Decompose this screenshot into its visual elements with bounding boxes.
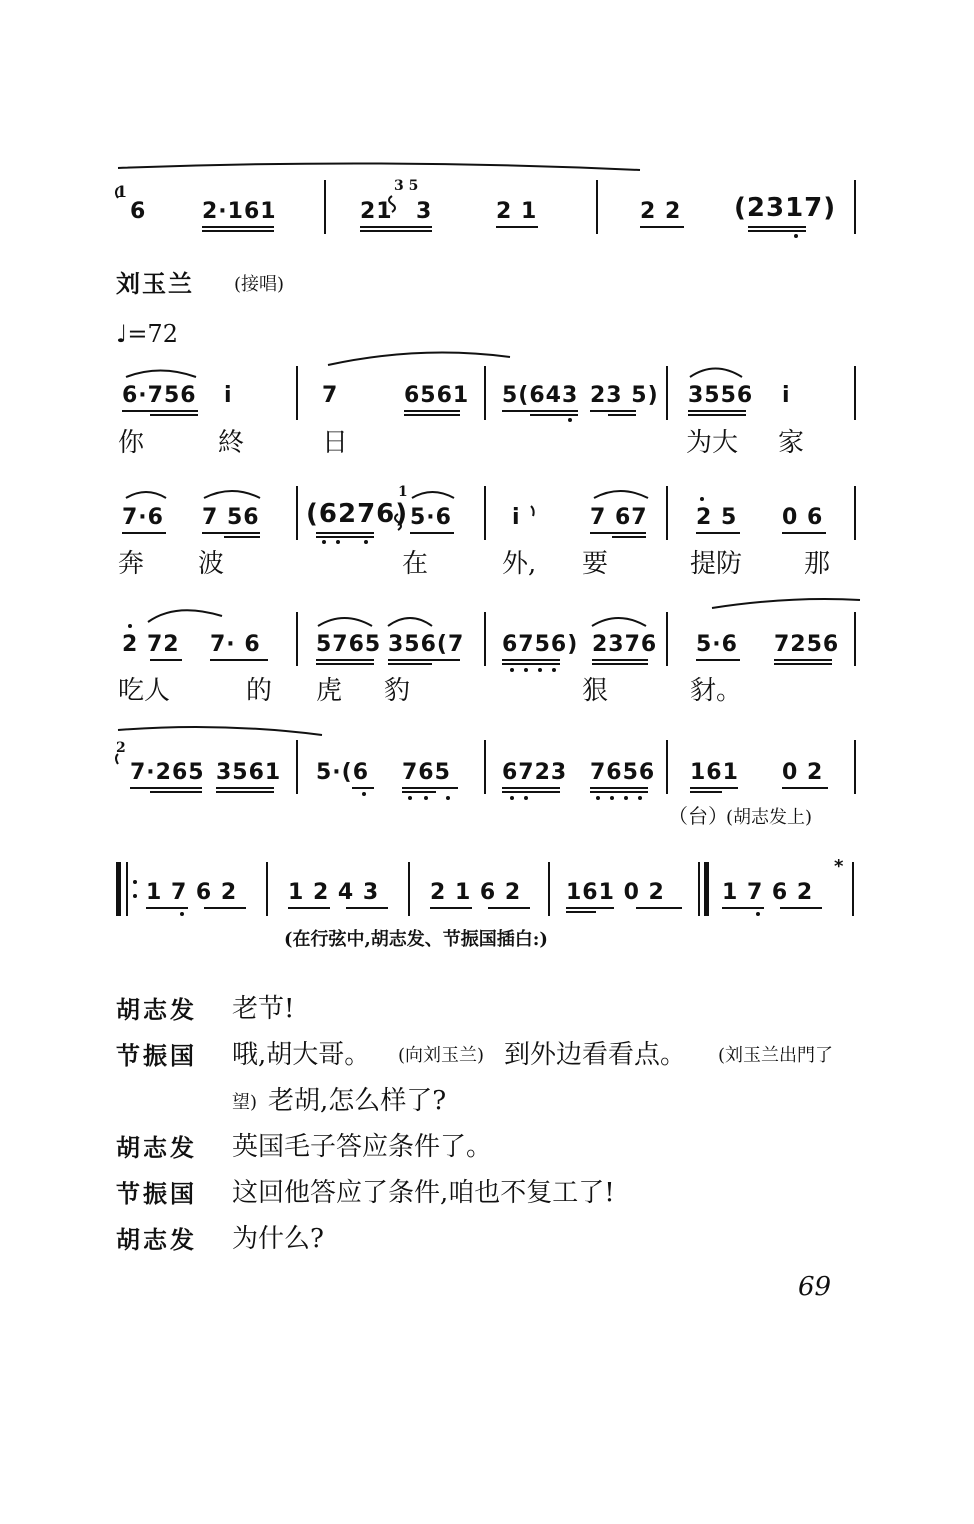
note-group: 0 6 (782, 505, 824, 530)
low-dot (424, 796, 428, 800)
note-group: 765 (402, 760, 451, 785)
low-dot (322, 540, 326, 544)
note-group: 6·756 (122, 383, 197, 408)
note-group: 2376 (592, 632, 658, 657)
note-group: 7656 (590, 760, 656, 785)
note-group: 1 7 6 2 (146, 880, 238, 905)
underline (430, 907, 472, 909)
underline (150, 414, 198, 416)
low-dot (510, 668, 514, 672)
note-group: 6756) (502, 632, 579, 657)
underline (150, 791, 202, 793)
underline (410, 532, 454, 534)
low-dot (524, 668, 528, 672)
note-group: 356(7 (388, 632, 465, 657)
underline (608, 414, 636, 416)
underline (780, 907, 822, 909)
dialogue-line: 英国毛子答应条件了。 (232, 1132, 493, 1162)
barline (854, 740, 856, 794)
lyric: 要 (582, 549, 609, 579)
underline (402, 791, 436, 793)
underline (688, 410, 746, 412)
lyric: 那 (804, 549, 831, 579)
underline (404, 414, 460, 416)
note-group: 161 0 2 (566, 880, 665, 905)
underline (122, 532, 166, 534)
barline (666, 366, 668, 420)
barline (548, 862, 550, 916)
lyric: 为大 (686, 428, 739, 458)
barline (854, 486, 856, 540)
note-group: 3561 (216, 760, 282, 785)
lyric: 奔 (118, 549, 145, 579)
barline (666, 486, 668, 540)
dialogue-line: 为什么? (232, 1224, 324, 1254)
barline (324, 180, 326, 234)
underline (590, 532, 646, 534)
grace-note: 3 5 (394, 178, 419, 194)
dialogue-line: 到外边看看点。 (504, 1040, 687, 1070)
page-number: 69 (798, 1272, 832, 1302)
underline (316, 536, 374, 538)
underline (224, 536, 260, 538)
dialogue-line: 哦,胡大哥。 (232, 1040, 371, 1070)
note: 7 (322, 383, 339, 408)
note-group: 0 2 (782, 760, 824, 785)
underline (530, 414, 578, 416)
barline (408, 862, 410, 916)
underline (210, 659, 268, 661)
high-dot (700, 497, 704, 501)
underline (388, 663, 432, 665)
note-group: 2 2 (640, 199, 682, 224)
underline (566, 911, 596, 913)
low-dot (638, 796, 642, 800)
underline (722, 907, 764, 909)
low-dot (180, 912, 184, 916)
note-group: 7256 (774, 632, 840, 657)
tempo-marking: ♩=72 (116, 320, 178, 348)
note: 3 (416, 199, 433, 224)
underline (748, 226, 806, 228)
stage-direction: 望) (232, 1092, 258, 1113)
low-dot (568, 418, 572, 422)
underline (636, 907, 682, 909)
footnote-star: * (834, 856, 845, 877)
speaker-name: 节振国 (116, 1042, 197, 1070)
repeat-end-thick (704, 862, 709, 916)
low-dot (510, 796, 514, 800)
underline (748, 230, 806, 232)
low-dot (794, 234, 798, 238)
underline (202, 226, 274, 228)
barline (854, 612, 856, 666)
note-group: 7·6 (122, 505, 164, 530)
underline (146, 907, 188, 909)
note-group: 6723 (502, 760, 568, 785)
grace-note: 1 (116, 182, 128, 201)
speaker-name: 节振国 (116, 1180, 197, 1208)
speaker-name: 胡志发 (116, 996, 197, 1024)
repeat-start-thin (126, 862, 128, 916)
barline (666, 740, 668, 794)
grace-note: 2 (116, 740, 126, 756)
low-dot (364, 540, 368, 544)
underline (690, 787, 738, 789)
underline (774, 659, 832, 661)
note: i (782, 383, 791, 408)
lyric: 吃人 (118, 676, 171, 706)
lyric: 波 (198, 549, 225, 579)
note-group: 21 (360, 199, 393, 224)
underline (782, 787, 828, 789)
note-group: 5·6 (696, 632, 738, 657)
dialogue-line: 老胡,怎么样了? (268, 1086, 447, 1116)
stage-direction: (在行弦中,胡志发、节振国插白:) (284, 929, 548, 950)
underline (352, 787, 374, 789)
underline (640, 226, 684, 228)
barline (484, 612, 486, 666)
low-dot (446, 796, 450, 800)
underline (502, 787, 560, 789)
underline (216, 791, 274, 793)
underline (502, 659, 560, 661)
singer-name: 刘玉兰 (116, 270, 194, 298)
underline (388, 659, 460, 661)
barline (296, 486, 298, 540)
high-dot (128, 624, 132, 628)
lyric: 在 (402, 549, 429, 579)
lyric: 家 (778, 428, 805, 458)
low-dot (596, 796, 600, 800)
note-group: 7·265 (130, 760, 205, 785)
note-group: (2317) (734, 193, 837, 223)
lyric: 豺。 (690, 676, 743, 706)
low-dot (756, 912, 760, 916)
barline (596, 180, 598, 234)
lyric: 終 (218, 428, 245, 458)
lyric: 的 (246, 676, 273, 706)
stage-direction: (向刘玉兰) (398, 1045, 485, 1066)
note-group: 2 1 (496, 199, 538, 224)
underline (502, 663, 560, 665)
barline (484, 486, 486, 540)
note: 6 (130, 199, 147, 224)
barline (854, 366, 856, 420)
underline (502, 791, 560, 793)
underline (204, 907, 246, 909)
note-group: 1 7 6 2 (722, 880, 814, 905)
underline (360, 230, 432, 232)
repeat-start-thick (116, 862, 121, 916)
low-dot (624, 796, 628, 800)
note: i (224, 383, 233, 408)
note-group: 7 67 (590, 505, 648, 530)
low-dot (336, 540, 340, 544)
note-group: 2 1 6 2 (430, 880, 522, 905)
underline (590, 787, 648, 789)
underline (590, 791, 648, 793)
underline (316, 663, 374, 665)
underline (202, 532, 260, 534)
lyric: 豹 (384, 676, 411, 706)
barline (484, 740, 486, 794)
note-group: 5·6 (410, 505, 452, 530)
lyric: 外, (502, 549, 537, 579)
underline (696, 532, 740, 534)
underline (316, 659, 374, 661)
stage-direction: (胡志发上) (726, 807, 813, 828)
underline (782, 532, 826, 534)
underline (288, 907, 330, 909)
note-group: 7· 6 (210, 632, 261, 657)
note-group: 2 5 (696, 505, 738, 530)
lyric: 虎 (316, 676, 343, 706)
underline (216, 787, 274, 789)
underline (130, 787, 202, 789)
underline (402, 787, 458, 789)
barline (296, 366, 298, 420)
underline (502, 410, 578, 412)
underline (496, 226, 538, 228)
repeat-dot (133, 894, 137, 898)
stage-direction: (刘玉兰出門了 (718, 1045, 834, 1066)
lyric: 狠 (582, 676, 609, 706)
underline (592, 663, 648, 665)
underline (150, 659, 182, 661)
underline (404, 410, 460, 412)
low-dot (524, 796, 528, 800)
note-group: 5·(6 (316, 760, 370, 785)
underline (592, 659, 648, 661)
lyric: 日 (322, 428, 349, 458)
note-group: 7 56 (202, 505, 260, 530)
underline (488, 907, 530, 909)
underline (346, 907, 388, 909)
note: i (512, 505, 521, 530)
underline (688, 414, 746, 416)
note-group: 2·161 (202, 199, 277, 224)
speaker-name: 胡志发 (116, 1226, 197, 1254)
instrument-annotation: （台） (668, 804, 728, 828)
dialogue-line: 这回他答应了条件,咱也不复工了! (232, 1178, 615, 1208)
underline (590, 410, 636, 412)
low-dot (408, 796, 412, 800)
barline (296, 612, 298, 666)
note-group: 5(643 (502, 383, 579, 408)
underline (566, 907, 614, 909)
underline (690, 791, 722, 793)
barline (852, 862, 854, 916)
note-group: 5765 (316, 632, 382, 657)
repeat-dot (133, 880, 137, 884)
dialogue-line: 老节! (232, 994, 295, 1024)
underline (202, 230, 274, 232)
barline (666, 612, 668, 666)
underline (612, 536, 646, 538)
note-group: 23 5) (590, 383, 659, 408)
note-group: 1 2 4 3 (288, 880, 380, 905)
note-group: (6276) (306, 499, 409, 529)
note-group: 3556 (688, 383, 754, 408)
repeat-end-thin (698, 862, 700, 916)
lyric: 你 (118, 428, 145, 458)
note-group: 2 72 (122, 632, 180, 657)
singer-note: (接唱) (234, 274, 285, 295)
underline (774, 663, 832, 665)
low-dot (610, 796, 614, 800)
lyric: 提防 (690, 549, 743, 579)
underline (696, 659, 740, 661)
low-dot (362, 792, 366, 796)
note-group: 161 (690, 760, 739, 785)
barline (266, 862, 268, 916)
grace-note: 1 (398, 484, 408, 500)
barline (854, 180, 856, 234)
barline (296, 740, 298, 794)
low-dot (538, 668, 542, 672)
underline (122, 410, 198, 412)
speaker-name: 胡志发 (116, 1134, 197, 1162)
note-group: 6561 (404, 383, 470, 408)
low-dot (552, 668, 556, 672)
barline (484, 366, 486, 420)
underline (360, 226, 432, 228)
underline (316, 532, 374, 534)
